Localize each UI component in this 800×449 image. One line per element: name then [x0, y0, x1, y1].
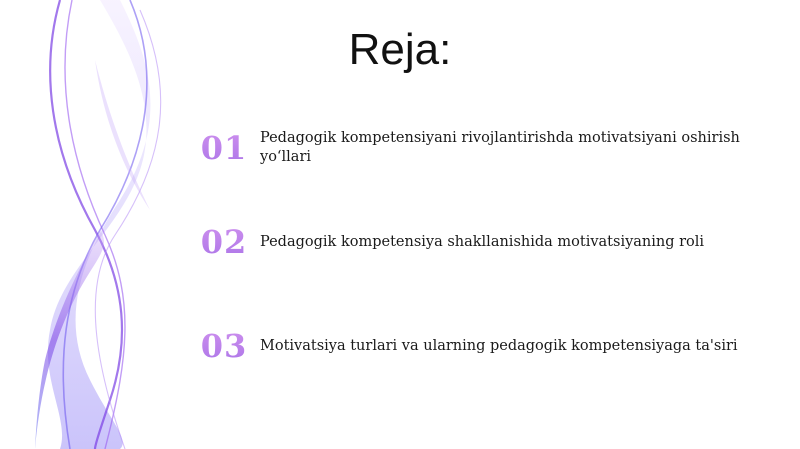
agenda-text: Motivatsiya turlari va ularning pedagogik kompetensiyaga ta'siri [260, 337, 738, 354]
agenda-number: 01 [196, 118, 252, 178]
slide-title: Reja: [348, 25, 452, 74]
agenda-item-1 [196, 118, 786, 178]
agenda-item-3 [196, 316, 786, 376]
agenda-text: Pedagogik kompetensiyani rivojlantirishda motivatsiyani oshirish yo‘llari [260, 130, 740, 165]
purple-smoke-ribbon-icon [0, 0, 200, 449]
agenda-item-2 [196, 212, 786, 272]
agenda-number: 03 [196, 316, 252, 376]
agenda-text: Pedagogik kompetensiya shakllanishida motivatsiyaning roli [260, 233, 705, 250]
agenda-number: 02 [196, 212, 252, 272]
